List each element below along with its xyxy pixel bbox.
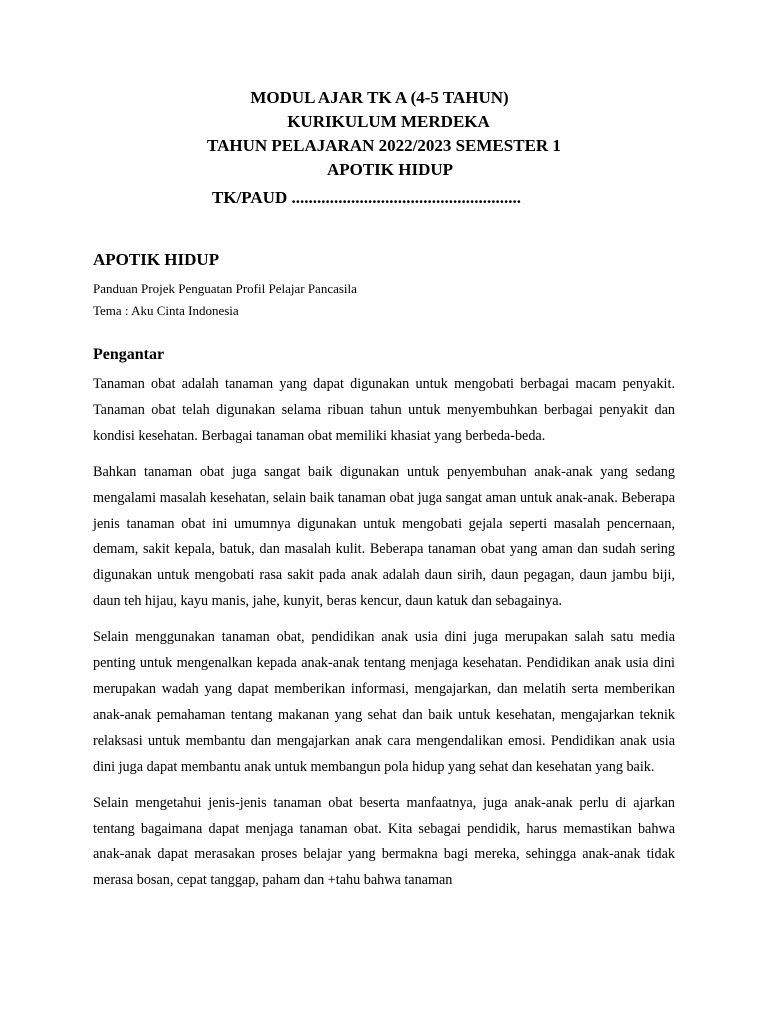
intro-paragraph-3: Selain menggunakan tanaman obat, pendidikan anak usia dini juga merupakan salah satu media penting untuk mengenalkan kepada anak-anak tentang menjaga kesehatan. Pendidikan anak usia dini merupakan wadah yang dapat memberikan informasi, mengajarkan, dan melatih serta memberikan anak-anak pemahaman tentang makanan yang sehat dan baik untuk kesehatan, mengajarkan teknik relaksasi untuk membantu dan mengajarkan anak cara mengendalikan emosi. Pendidikan anak usia dini juga dapat membantu anak untuk membangun pola hidup yang sehat dan kesehatan yang baik.: [93, 629, 675, 775]
header-topic: APOTIK HIDUP: [326, 160, 454, 179]
intro-paragraph-1: Tanaman obat adalah tanaman yang dapat digunakan untuk mengobati berbagai macam penyakit. Tanaman obat telah digunakan selama ribuan tahun untuk menyembuhkan berbagai penyakit dan kondisi kesehatan. Berbagai tanaman obat memiliki khasiat yang berbeda-beda.: [93, 376, 675, 444]
header-curriculum: KURIKULUM MERDEKA: [287, 112, 490, 131]
theme-line: Tema : Aku Cinta Indonesia: [93, 303, 239, 318]
intro-body: [93, 372, 675, 904]
school-name-line: TK/PAUD ......................................................: [212, 188, 521, 207]
intro-paragraph-2: Bahkan tanaman obat juga sangat baik digunakan untuk penyembuhan anak-anak yang sedang mengalami masalah kesehatan, selain baik tanaman obat juga sangat aman untuk anak-anak. Beberapa jenis tanaman obat ini umumnya digunakan untuk mengobati gejala seperti masalah pencernaan, demam, sakit kepala, batuk, dan masalah kulit. Beberapa tanaman obat yang aman dan sudah sering digunakan untuk mengobati rasa sakit pada anak adalah daun sirih, daun pegagan, daun jambu biji, daun teh hijau, kayu manis, jahe, kunyit, beras kencur, daun katuk dan sebagainya.: [93, 463, 675, 610]
intro-paragraph-4: Selain mengetahui jenis-jenis tanaman obat beserta manfaatnya, juga anak-anak perlu di ajarkan tentang bagaimana dapat menjaga tanaman obat. Kita sebagai pendidik, harus memastikan bahwa anak-anak dapat merasakan proses belajar yang bermakna bagi mereka, sehingga anak-anak tidak merasa bosan, cepat tanggap, paham dan +tahu bahwa tanaman: [93, 794, 675, 889]
section-meta: [93, 278, 357, 322]
header-title: MODUL AJAR TK A (4-5 TAHUN): [250, 88, 509, 107]
module-header: [0, 86, 768, 182]
section-title: APOTIK HIDUP: [93, 250, 220, 269]
intro-heading: Pengantar: [93, 346, 165, 363]
guide-line: Panduan Projek Penguatan Profil Pelajar Pancasila: [93, 281, 357, 296]
header-school-year: TAHUN PELAJARAN 2022/2023 SEMESTER 1: [207, 136, 561, 155]
